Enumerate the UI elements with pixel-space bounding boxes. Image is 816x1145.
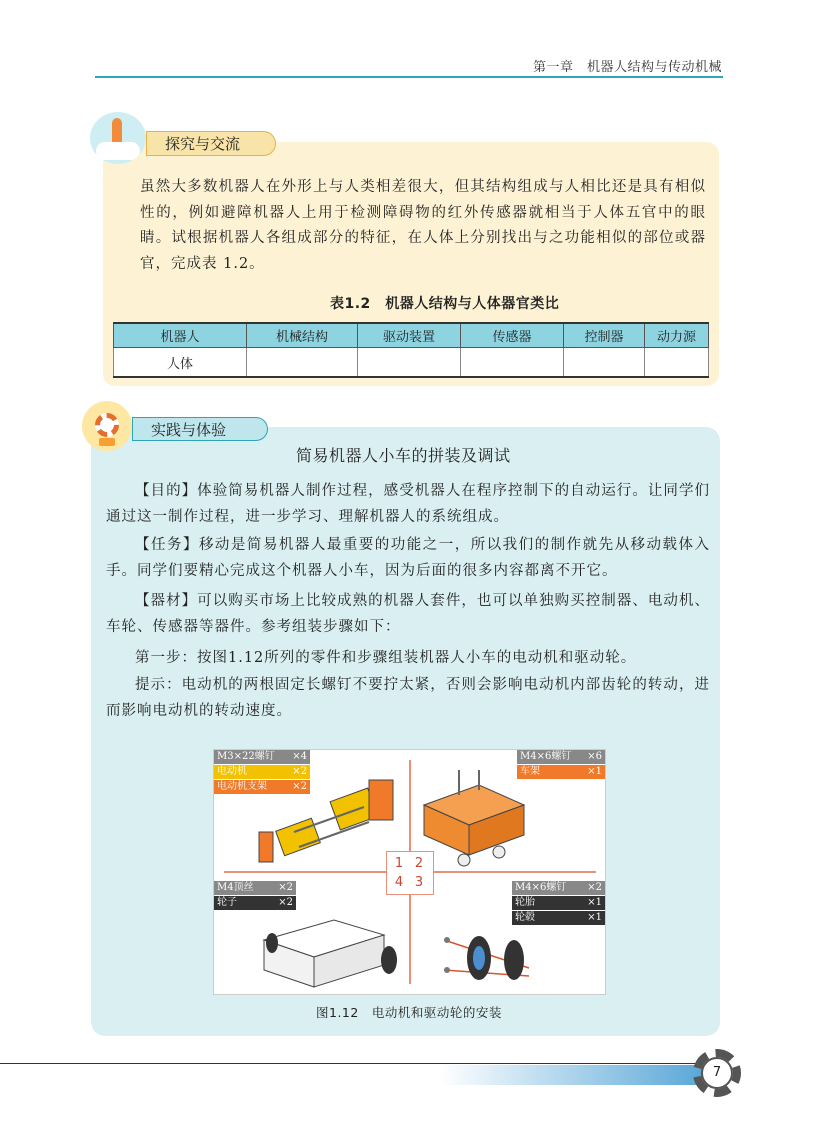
table-header-cell: 机械结构 <box>247 323 358 348</box>
page-number: 7 <box>701 1057 733 1089</box>
part-qty: ×2 <box>278 897 293 908</box>
part-label <box>512 896 605 910</box>
part-name: 轮毂 <box>515 912 535 923</box>
table-header-cell: 传感器 <box>461 323 564 348</box>
part-name: M3×22螺钉 <box>217 751 275 762</box>
part-name: 轮胎 <box>515 897 535 908</box>
table-cell <box>461 348 564 378</box>
part-label <box>512 911 605 925</box>
part-name: 电动机支架 <box>217 781 267 792</box>
table-header-cell: 机器人 <box>114 323 247 348</box>
part-qty: ×1 <box>587 897 602 908</box>
part-qty: ×6 <box>587 751 602 762</box>
rocket-icon <box>90 112 146 164</box>
step-number: 1 <box>394 856 404 871</box>
comparison-table <box>113 322 709 378</box>
task-paragraph: 【任务】移动是简易机器人最重要的功能之一，所以我们的制作就先从移动载体入手。同学们要精心完成这个机器人小车，因为后面的很多内容都离不开它。 <box>106 537 710 579</box>
step-number: 3 <box>414 875 424 890</box>
chapter-header: 第一章 机器人结构与传动机械 <box>532 60 722 75</box>
part-name: 车架 <box>520 766 540 777</box>
assembly-figure <box>213 749 606 995</box>
car-drawing <box>254 915 404 991</box>
part-label <box>214 750 310 764</box>
part-qty: ×1 <box>587 766 602 777</box>
part-label <box>214 881 296 895</box>
table-header-cell: 动力源 <box>645 323 709 348</box>
motor-assembly-drawing <box>234 772 404 867</box>
part-qty: ×4 <box>292 751 307 762</box>
step-number: 2 <box>414 856 424 871</box>
figure-caption: 图1.12 电动机和驱动轮的安装 <box>316 1005 502 1020</box>
part-qty: ×2 <box>278 882 293 893</box>
table-title: 表1.2 机器人结构与人体器官类比 <box>330 296 560 312</box>
part-qty: ×2 <box>292 781 307 792</box>
part-name: 电动机 <box>217 766 247 777</box>
footer-gradient-bar <box>440 1065 702 1085</box>
step-paragraph: 第一步：按图1.12所列的零件和步骤组装机器人小车的电动机和驱动轮。 <box>135 650 637 666</box>
part-qty: ×2 <box>292 766 307 777</box>
header-divider <box>95 76 723 78</box>
table-cell <box>247 348 358 378</box>
part-name: M4×6螺钉 <box>515 882 567 893</box>
part-qty: ×1 <box>587 912 602 923</box>
part-name: 轮子 <box>217 897 237 908</box>
part-qty: ×2 <box>587 882 602 893</box>
table-row <box>114 348 709 378</box>
part-label <box>517 750 605 764</box>
explore-tag: 探究与交流 <box>146 131 276 156</box>
practice-tag: 实践与体验 <box>132 417 268 441</box>
wheel-drawing <box>439 928 549 990</box>
table-header-cell: 控制器 <box>564 323 645 348</box>
part-label <box>512 881 605 895</box>
materials-paragraph: 【器材】可以购买市场上比较成熟的机器人套件，也可以单独购买控制器、电动机、车轮、传感器等器件。参考组装步骤如下： <box>106 593 710 635</box>
purpose-paragraph: 【目的】体验简易机器人制作过程，感受机器人在程序控制下的自动运行。让同学们通过这一制作过程，进一步学习、理解机器人的系统组成。 <box>106 483 710 525</box>
table-cell <box>645 348 709 378</box>
footer-divider <box>0 1063 700 1064</box>
part-label <box>517 765 605 779</box>
table-header-row <box>114 323 709 348</box>
step-number: 4 <box>394 875 404 890</box>
part-name: M4顶丝 <box>217 882 254 893</box>
practice-title: 简易机器人小车的拼装及调试 <box>296 446 511 465</box>
hint-paragraph: 提示：电动机的两根固定长螺钉不要拧太紧，否则会影响电动机内部齿轮的转动，进而影响电动机的转动速度。 <box>106 677 710 719</box>
part-label <box>214 896 296 910</box>
table-cell: 人体 <box>114 348 247 378</box>
explore-paragraph: 虽然大多数机器人在外形上与人类相差很大，但其结构组成与人相比还是具有相似性的，例如避障机器人上用于检测障碍物的红外传感器就相当于人体五官中的眼睛。试根据机器人各组成部分的特征，在人体上分别找出与之功能相似的部位或器官，完成表 1.2。 <box>140 179 706 272</box>
chassis-drawing <box>419 770 529 870</box>
gear-bulb-icon <box>82 401 132 451</box>
table-cell <box>564 348 645 378</box>
table-cell <box>358 348 461 378</box>
part-name: M4×6螺钉 <box>520 751 572 762</box>
table-header-cell: 驱动装置 <box>358 323 461 348</box>
